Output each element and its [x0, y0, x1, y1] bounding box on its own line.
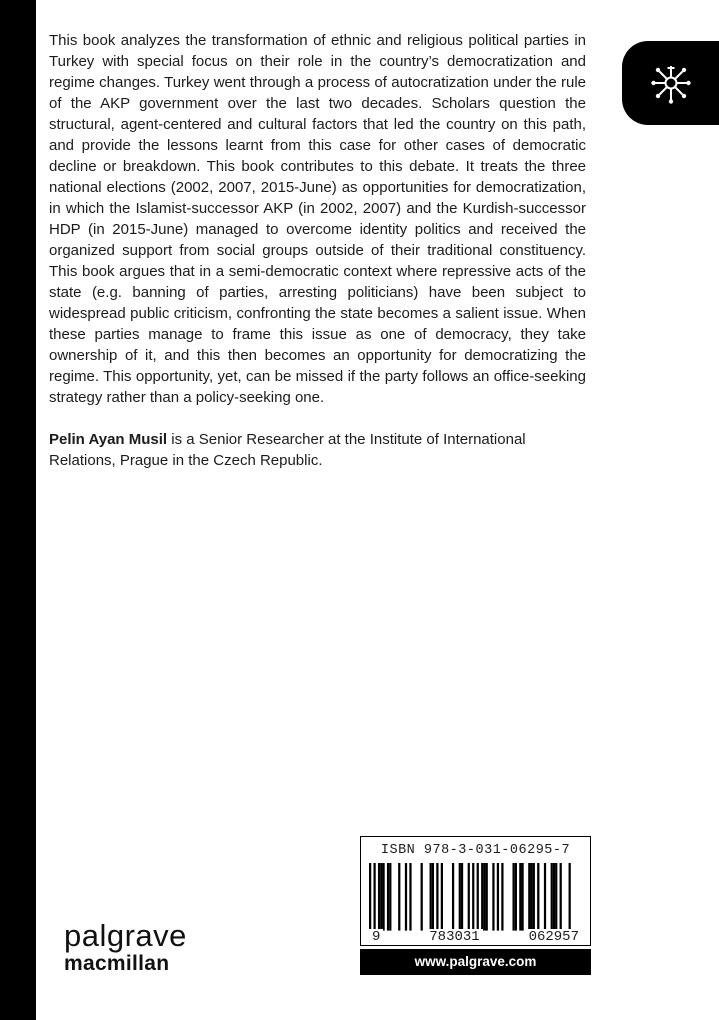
publisher-logo [64, 920, 187, 976]
author-bio-text: is a Senior Researcher at the Institute of International Relations, Prague in the Czech Republic. [49, 431, 526, 469]
barcode-area [360, 836, 591, 975]
barcode [369, 863, 582, 945]
barcode-digit-group: 783031 [426, 929, 482, 945]
barcode-panel [360, 836, 591, 946]
author-name: Pelin Ayan Musil [49, 431, 168, 448]
author-line [49, 429, 586, 471]
spine-strip [0, 0, 36, 1020]
back-cover-blurb [49, 30, 586, 471]
barcode-digit-group: 9 [369, 929, 383, 945]
blurb-paragraph: This book analyzes the transformation of ethnic and religious political parties in Turkey with special focus on their role in the country’s democratization and regime changes. Turkey went through a process of autocratization under the rule of the AKP government over the last two decades. Scholars question the structural, agent-centered and cultural factors that led the country on this path, and provide the lessons learnt from this case for other cases of democratic decline or breakdown. This book contributes to this debate. It treats the three national elections (2002, 2007, 2015-June) as opportunities for democratization, in which the Islamist-successor AKP (in 2002, 2007) and the Kurdish-successor HDP (in 2015-June) managed to overcome identity politics and received the organized support from social groups outside of their traditional constituency. This book argues that in a semi-democratic context where repressive acts of the state (e.g. banning of parties, arresting politicians) have been subject to widespread public criticism, confronting the state becomes a salient issue. When these parties manage to frame this issue as one of democracy, they take ownership of it, and this then becomes an opportunity for democratizing the regime. This opportunity, yet, can be missed if the party follows an office-seeking strategy rather than a policy-seeking one. [49, 32, 586, 406]
publisher-website-bar: www.palgrave.com [360, 949, 591, 975]
isbn-label: ISBN 978-3-031-06295-7 [380, 843, 571, 858]
barcode-digit-group: 062957 [526, 929, 582, 945]
logo-palgrave: palgrave [64, 918, 187, 953]
network-icon [647, 59, 695, 107]
barcode-digits [369, 929, 582, 945]
publisher-icon-tab [622, 41, 719, 125]
logo-macmillan: macmillan [64, 952, 170, 975]
